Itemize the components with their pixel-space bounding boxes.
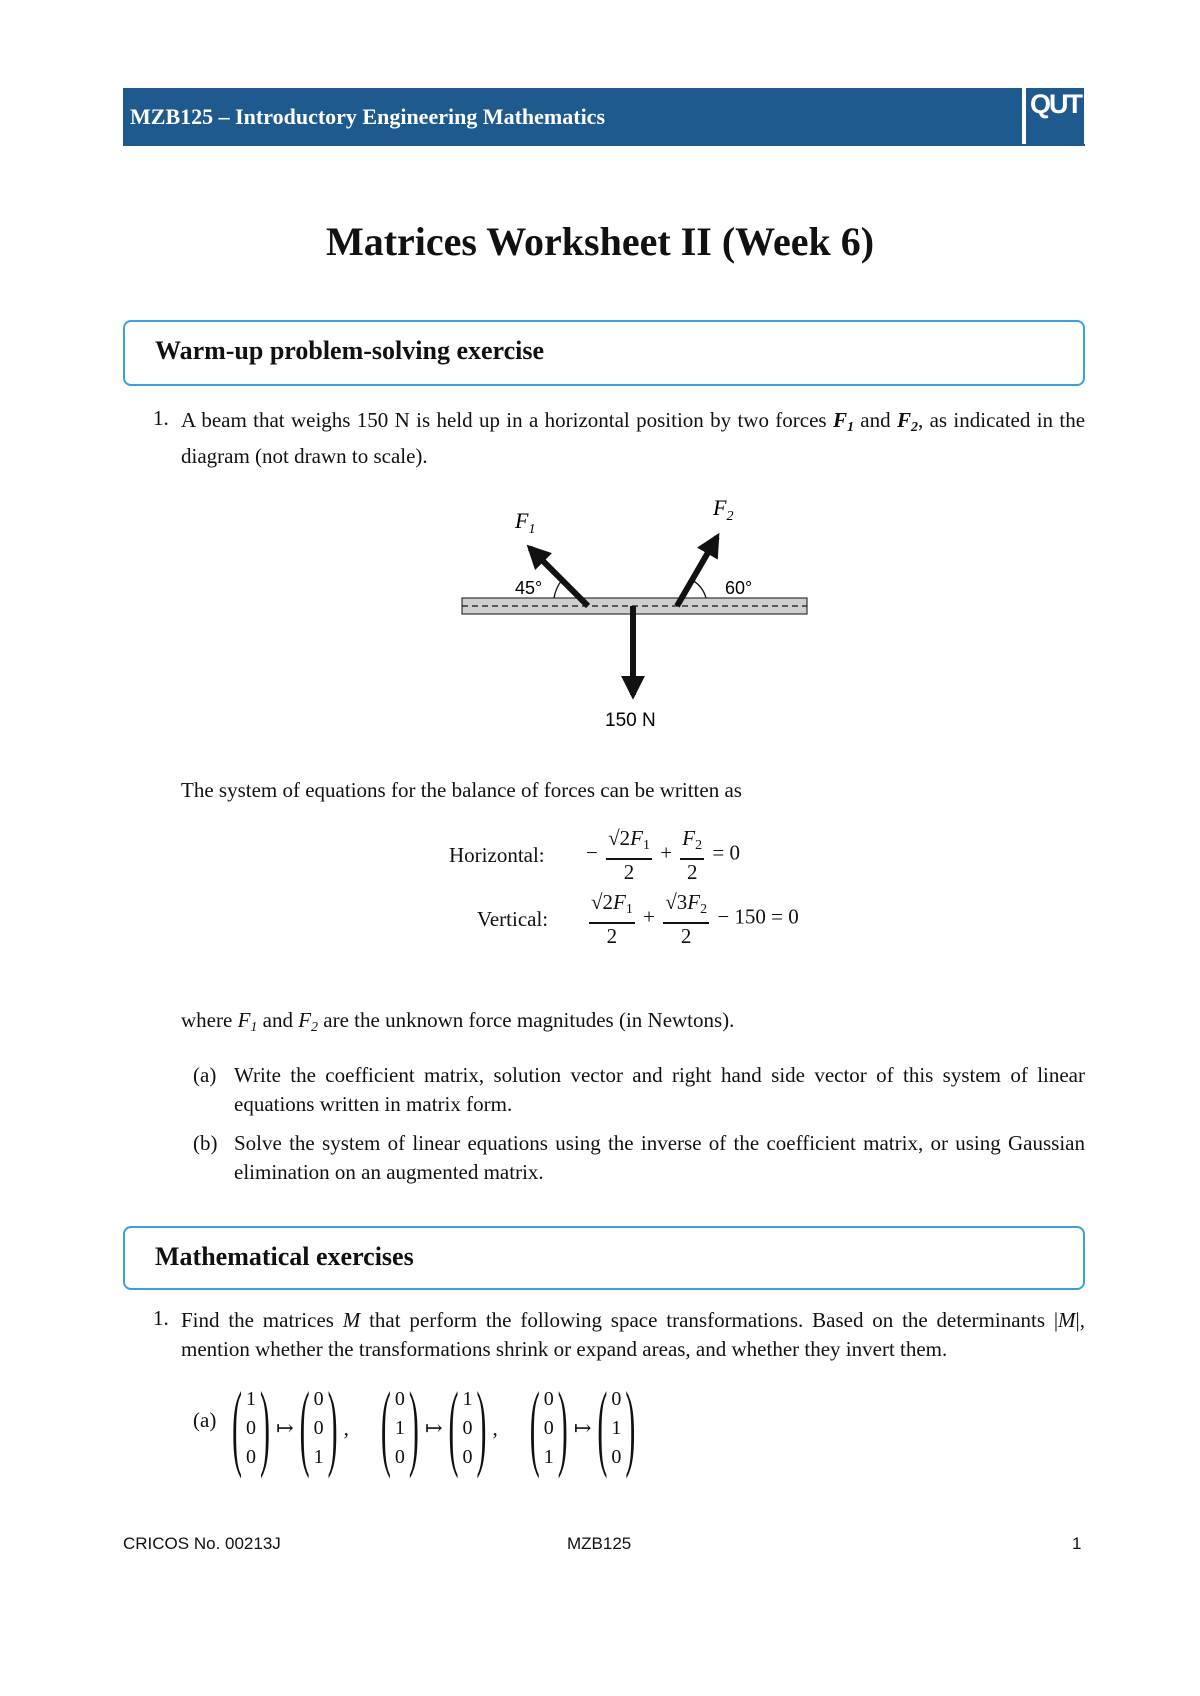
footer-cricos: CRICOS No. 00213J <box>123 1534 281 1553</box>
footer-page-number: 1 <box>1072 1534 1082 1553</box>
vertical-equation: $\frac{√2F_1}{2}$ + $\frac{√3F_2}{2}$ − 150 = 0 <box>591 890 799 948</box>
vector-4: ( 1 0 0 ) <box>448 1374 487 1480</box>
part-b-text: Solve the system of linear equations using the inverse of the coefficient matrix, or using Gaussian elimination on an augmented matrix. <box>234 1131 1085 1184</box>
math-q1-text: Find the matrices M that perform the following space transformations. Based on the determinants |M|, mention whether the transformations shrink or expand areas, and whether they invert them. <box>181 1308 1086 1361</box>
f2-symbol: $F_2$ <box>896 408 918 435</box>
horizontal-label: Horizontal: <box>449 843 545 867</box>
q1-text-after: , as indicated in the diagram (not drawn to scale). <box>181 408 1086 468</box>
vector-2: ( 0 0 1 ) <box>299 1374 338 1480</box>
angle2-arc <box>692 580 706 598</box>
where-text: where $F_1$ and $F_2$ are the unknown force magnitudes (in Newtons). <box>181 1008 735 1035</box>
horizontal-equation: − $\frac{√2F_1}{2}$ + $\frac{F_2}{2}$ = 0 <box>586 826 740 884</box>
f1-symbol: $F_1$ <box>832 408 854 435</box>
warmup-q1-text <box>181 406 1085 471</box>
vertical-label: Vertical: <box>477 907 549 931</box>
vector-5: ( 0 0 1 ) <box>529 1374 568 1480</box>
vector-3: ( 0 1 0 ) <box>380 1374 419 1480</box>
mapsto-arrow-1: ↦ <box>276 1416 294 1440</box>
warmup-q1-number: 1. <box>153 406 169 430</box>
system-intro: The system of equations for the balance of forces can be written as <box>181 778 742 802</box>
math-section-title: Mathematical exercises <box>155 1242 414 1271</box>
f1-label: $F_1$ <box>515 508 536 537</box>
warmup-section-title: Warm-up problem-solving exercise <box>155 336 545 365</box>
qut-logo-text: QUT <box>1030 89 1081 119</box>
angle1-label: 45° <box>515 578 543 598</box>
force-diagram <box>455 495 815 735</box>
mapsto-arrow-3: ↦ <box>573 1416 592 1440</box>
angle2-label: 60° <box>725 578 753 598</box>
vector-6: ( 0 1 0 ) <box>597 1374 636 1480</box>
header-divider <box>1022 88 1026 144</box>
and-word: and <box>860 408 891 432</box>
f2-label: $F_2$ <box>713 495 734 524</box>
weight-label: 150 N <box>605 710 656 731</box>
vector-1: ( 1 0 0 ) <box>232 1374 270 1480</box>
math-part-a-label: (a) <box>193 1408 217 1432</box>
part-a-text: Write the coefficient matrix, solution vector and right hand side vector of this system of linear equations written in matrix form. <box>234 1063 1085 1116</box>
mapsto-arrow-2: ↦ <box>424 1416 443 1440</box>
footer-course-code: MZB125 <box>567 1534 632 1553</box>
header-underline <box>123 144 1085 146</box>
page-title: Matrices Worksheet II (Week 6) <box>325 219 875 264</box>
warmup-section-box <box>123 320 1085 386</box>
transformation-vectors: ( 1 0 0 ) ↦ ( 0 0 1 ) , ( 0 1 0 ) ↦ ( 1 0 0 ) , ( 0 0 1 ) ↦ ( 0 1 0 ) <box>232 1374 636 1480</box>
q1-text-before: A beam that weighs 150 N is held up in a horizontal position by two forces <box>181 408 827 432</box>
part-b-label: (b) <box>193 1131 218 1155</box>
part-a-label: (a) <box>193 1063 217 1087</box>
f2-arrow <box>677 537 717 606</box>
math-section-box <box>123 1226 1085 1290</box>
math-q1-number: 1. <box>153 1306 169 1330</box>
course-title: MZB125 – Introductory Engineering Mathematics <box>130 104 606 129</box>
